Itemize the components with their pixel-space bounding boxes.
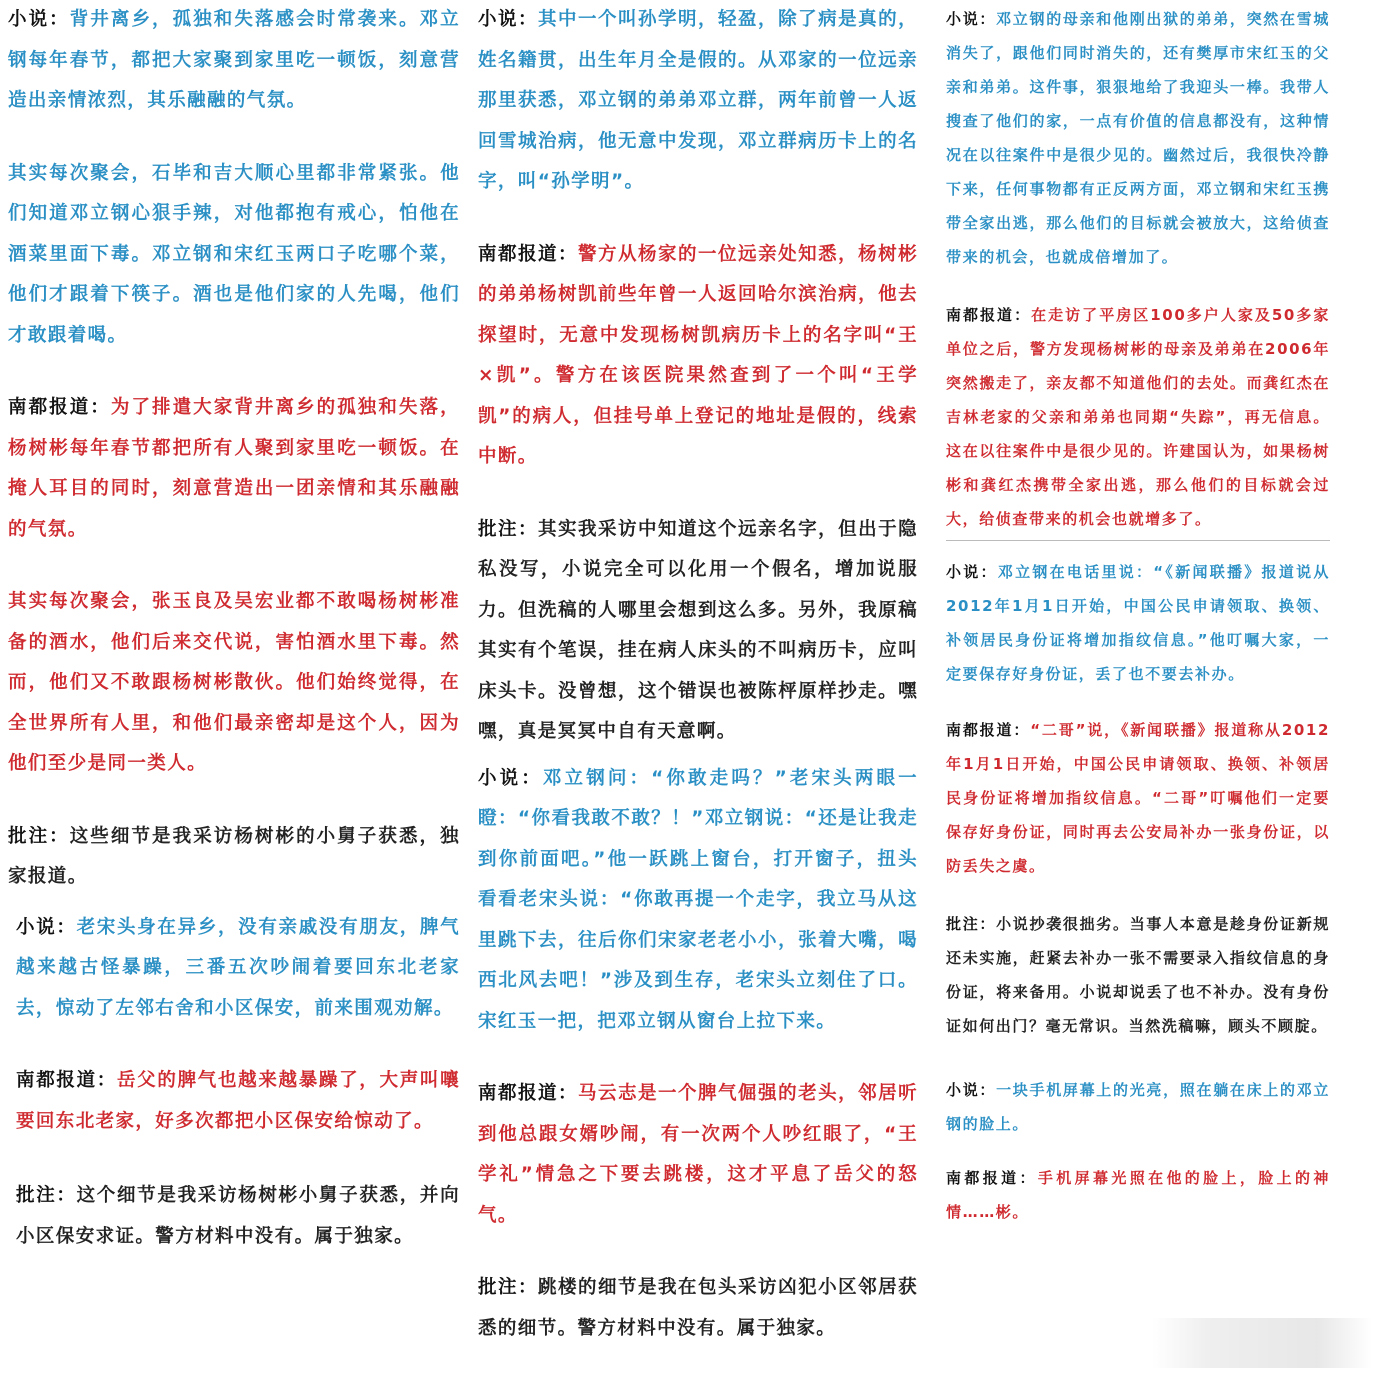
annotation-label: 批注： — [946, 915, 997, 933]
novel-text: 背井离乡，孤独和失落感会时常袭来。邓立钢每年春节，都把大家聚到家里吃一顿饭，刻意营造出亲情浓烈，其乐融融的气氛。 — [8, 9, 460, 111]
nandu-text: 马云志是一个脾气倔强的老头，邻居听到他总跟女婿吵闹，有一次两个人吵红眼了，“王学礼”情急之下要去跳楼，这才平息了岳父的怒气。 — [478, 1083, 918, 1226]
annotation-label: 批注： — [478, 518, 539, 540]
column-left — [8, 0, 460, 1257]
annotation-text: 跳楼的细节是我在包头采访凶犯小区邻居获悉的细节。警方材料中没有。属于独家。 — [478, 1277, 918, 1339]
annotation-text: 这个细节是我采访杨树彬小舅子获悉，并向小区保安求证。警方材料中没有。属于独家。 — [16, 1185, 460, 1247]
nandu-report — [8, 388, 460, 550]
nandu-label: 南都报道： — [946, 1169, 1038, 1187]
annotation — [478, 1268, 918, 1349]
nandu-label: 南都报道： — [478, 1083, 579, 1104]
section-divider — [946, 540, 1330, 541]
novel-label: 小说： — [946, 10, 997, 28]
novel-excerpt — [8, 908, 460, 1030]
novel-excerpt — [946, 555, 1330, 691]
nandu-label: 南都报道： — [16, 1070, 117, 1091]
nandu-text: 手机屏幕光照在他的脸上，脸上的神情……彬。 — [946, 1169, 1330, 1221]
annotation — [946, 907, 1330, 1043]
annotation-label: 批注： — [478, 1277, 539, 1298]
nandu-report — [946, 1161, 1330, 1229]
annotation — [478, 510, 918, 753]
nandu-text: “二哥”说，《新闻联播》报道称从2012年1月1日开始，中国公民申请领取、换领、补领居民身份证将增加指纹信息。“二哥”叮嘱他们一定要保存好身份证，同时再去公安局补办一张身份证，以防丢失之虞。 — [946, 721, 1330, 875]
annotation-text: 小说抄袭很拙劣。当事人本意是趁身份证新规还未实施，赶紧去补办一张不需要录入指纹信息的身份证，将来备用。小说却说丢了也不补办。没有身份证如何出门？毫无常识。当然洗稿嘛，顾头不顾腚。 — [946, 915, 1330, 1035]
novel-text: 一块手机屏幕上的光亮，照在躺在床上的邓立钢的脸上。 — [946, 1081, 1330, 1133]
annotation-text: 其实我采访中知道这个远亲名字，但出于隐私没写，小说完全可以化用一个假名，增加说服力。但洗稿的人哪里会想到这么多。另外，我原稿其实有个笔误，挂在病人床头的不叫病历卡，应叫床头卡。没曾想，这个错误也被陈枰原样抄走。嘿嘿，真是冥冥中自有天意啊。 — [478, 518, 918, 742]
nandu-report — [478, 1074, 918, 1236]
novel-text: 邓立钢问：“你敢走吗？”老宋头两眼一瞪：“你看我敢不敢？！”邓立钢说：“还是让我走到你前面吧。”他一跃跳上窗台，打开窗子，扭头看看老宋头说：“你敢再提一个走字，我立马从这里跳下去，往后你们宋家老老小小，张着大嘴，喝西北风去吧！”涉及到生存，老宋头立刻住了口。宋红玉一把，把邓立钢从窗台上拉下来。 — [478, 767, 918, 1032]
novel-excerpt — [8, 0, 460, 122]
novel-label: 小说： — [16, 916, 77, 938]
novel-label: 小说： — [946, 563, 998, 581]
column-middle — [478, 0, 918, 1349]
novel-text: 其中一个叫孙学明，轻盈，除了病是真的，姓名籍贯，出生年月全是假的。从邓家的一位远亲那里获悉，邓立钢的弟弟邓立群，两年前曾一人返回雪城治病，他无意中发现，邓立群病历卡上的名字，叫“孙学明”。 — [478, 9, 918, 192]
nandu-text: 在走访了平房区100多户人家及50多家单位之后，警方发现杨树彬的母亲及弟弟在2006年突然搬走了，亲友都不知道他们的去处。而龚红杰在吉林老家的父亲和弟弟也同期“失踪”，再无信息。这在以往案件中是很少见的。许建国认为，如果杨树彬和龚红杰携带全家出逃，那么他们的目标就会过大，给侦查带来的机会也就增多了。 — [946, 306, 1330, 528]
novel-label: 小说： — [478, 767, 543, 789]
annotation — [8, 817, 460, 898]
nandu-label: 南都报道： — [946, 306, 1032, 324]
novel-text: 其实每次聚会，石毕和吉大顺心里都非常紧张。他们知道邓立钢心狠手辣，对他都抱有戒心，怕他在酒菜里面下毒。邓立钢和宋红玉两口子吃哪个菜，他们才跟着下筷子。酒也是他们家的人先喝，他们才敢跟着喝。 — [8, 162, 460, 346]
nandu-text: 为了排遣大家背井离乡的孤独和失落，杨树彬每年春节都把所有人聚到家里吃一顿饭。在掩人耳目的同时，刻意营造出一团亲情和其乐融融的气氛。 — [8, 397, 460, 540]
novel-excerpt — [946, 1073, 1330, 1141]
novel-excerpt — [946, 2, 1330, 274]
annotation-text: 这些细节是我采访杨树彬的小舅子获悉，独家报道。 — [8, 825, 460, 887]
novel-excerpt — [478, 759, 918, 1043]
novel-label: 小说： — [8, 9, 70, 30]
nandu-text: 岳父的脾气也越来越暴躁了，大声叫嚷要回东北老家，好多次都把小区保安给惊动了。 — [16, 1070, 460, 1132]
nandu-report — [8, 1061, 460, 1142]
novel-text: 老宋头身在异乡，没有亲戚没有朋友，脾气越来越古怪暴躁，三番五次吵闹着要回东北老家去，惊动了左邻右舍和小区保安，前来围观劝解。 — [16, 916, 460, 1019]
nandu-label: 南都报道： — [946, 721, 1031, 739]
nandu-text: 其实每次聚会，张玉良及吴宏业都不敢喝杨树彬准备的酒水，他们后来交代说，害怕酒水里下毒。然而，他们又不敢跟杨树彬散伙。他们始终觉得，在全世界所有人里，和他们最亲密却是这个人，因为他们至少是同一类人。 — [8, 591, 460, 774]
novel-label: 小说： — [946, 1081, 997, 1099]
nandu-label: 南都报道： — [8, 397, 111, 418]
watermark-blur — [1152, 1318, 1372, 1368]
annotation-label: 批注： — [16, 1185, 77, 1206]
nandu-report — [478, 235, 918, 478]
novel-text: 邓立钢在电话里说：“《新闻联播》报道说从2012年1月1日开始，中国公民申请领取、换领、补领居民身份证将增加指纹信息。”他叮嘱大家，一定要保存好身份证，丢了也不要去补办。 — [946, 563, 1330, 683]
nandu-report — [946, 713, 1330, 883]
annotation — [8, 1176, 460, 1257]
nandu-text: 警方从杨家的一位远亲处知悉，杨树彬的弟弟杨树凯前些年曾一人返回哈尔滨治病，他去探望时，无意中发现杨树凯病历卡上的名字叫“王×凯”。警方在该医院果然查到了一个叫“王学凯”的病人，但挂号单上登记的地址是假的，线索中断。 — [478, 243, 918, 467]
nandu-report — [946, 298, 1330, 536]
annotation-label: 批注： — [8, 825, 70, 847]
novel-text: 邓立钢的母亲和他刚出狱的弟弟，突然在雪城消失了，跟他们同时消失的，还有樊厚市宋红玉的父亲和弟弟。这件事，狠狠地给了我迎头一棒。我带人搜查了他们的家，一点有价值的信息都没有，这种情况在以往案件中是很少见的。幽然过后，我很快冷静下来，任何事物都有正反两方面，邓立钢和宋红玉携带全家出逃，那么他们的目标就会被放大，这给侦查带来的机会，也就成倍增加了。 — [946, 10, 1330, 266]
column-right — [946, 0, 1330, 1229]
nandu-label: 南都报道： — [478, 243, 579, 265]
novel-label: 小说： — [478, 9, 539, 30]
novel-excerpt — [478, 0, 918, 203]
